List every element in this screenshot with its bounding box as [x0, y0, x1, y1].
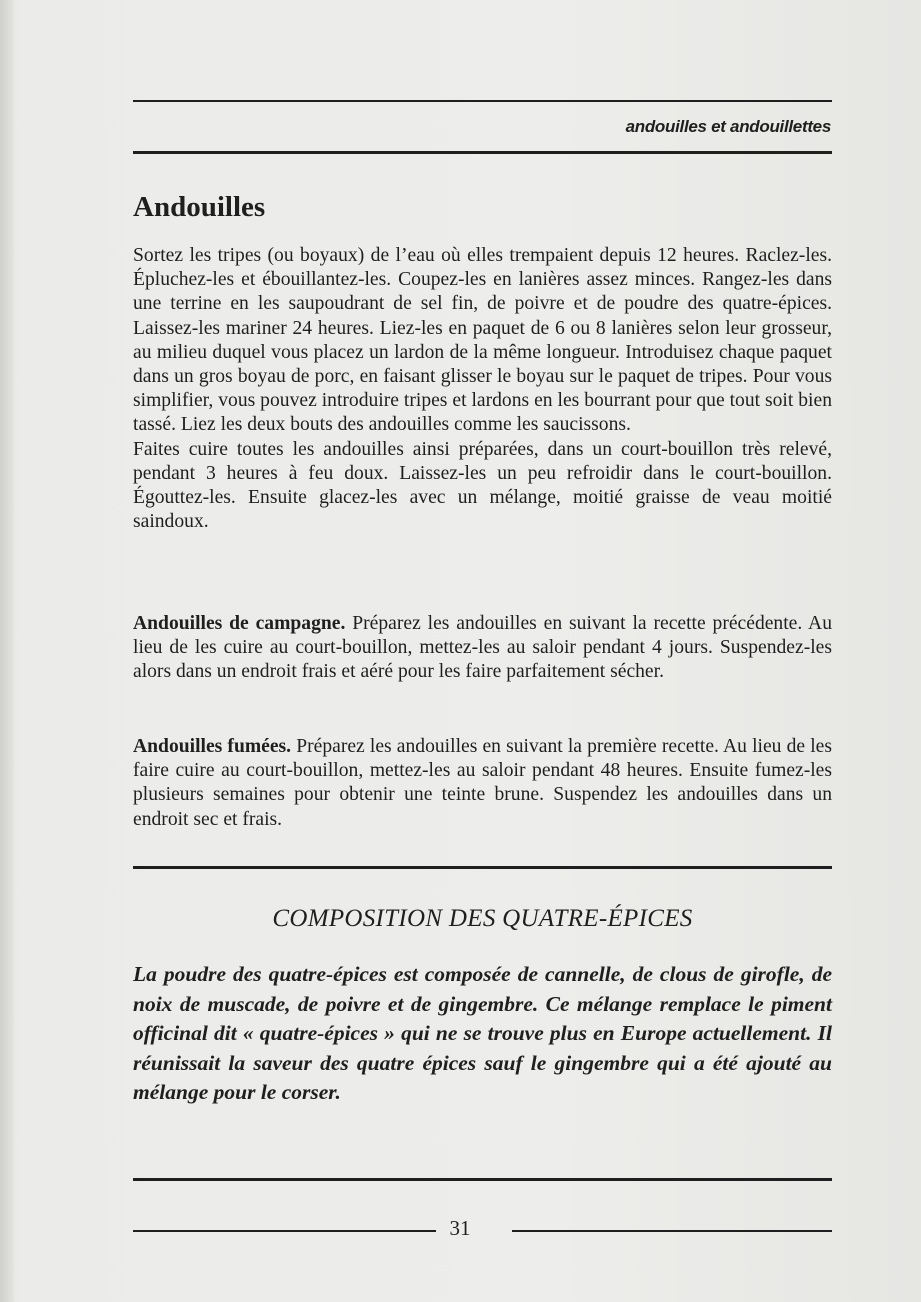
footer-rule-left	[133, 1230, 436, 1232]
fumees-section	[133, 735, 832, 832]
recipe-body	[133, 244, 832, 534]
footer-rule-right	[512, 1230, 832, 1232]
page-edge	[0, 0, 14, 1302]
header-rule-bottom	[133, 151, 832, 154]
box-rule-top	[133, 866, 832, 869]
running-title: andouilles et andouillettes	[625, 117, 831, 136]
campagne-title: Andouilles de campagne.	[133, 613, 346, 634]
intro-paragraph: Sortez les tripes (ou boyaux) de l’eau où elles trempaient depuis 12 heures. Raclez-les. Épluchez-les et ébouillantez-les. Coupez-les en lanières assez minces. Rangez-les dans une terrine en les saupoudrant de sel fin, de poivre et de poudre des quatre-épices. Laissez-les mariner 24 heures. Liez-les en paquet de 6 ou 8 lanières selon leur grosseur, au milieu duquel vous placez un lardon de la même longueur. Introduisez chaque paquet dans un gros boyau de porc, en faisant glisser le boyau sur le paquet de tripes. Pour vous simplifier, vous pouvez introduire tripes et lardons en les bourrant pour que tout soit bien tassé. Liez les deux bouts des andouilles comme les saucissons.	[133, 245, 832, 436]
box-text: La poudre des quatre-épices est composée de cannelle, de clous de girofle, de noix de muscade, de poivre et de gingembre. Ce mélange remplace le piment officinal dit « quatre-épices » qui ne se trouve plus en Europe actuellement. Il réunissait la saveur des quatre épices sauf le gingembre qui a été ajouté au mélange pour le corser.	[133, 962, 832, 1105]
page-number: 31	[449, 1216, 471, 1240]
campagne-section	[133, 612, 832, 685]
cooking-paragraph: Faites cuire toutes les andouilles ainsi préparées, dans un court-bouillon très relevé, pendant 3 heures à feu doux. Laissez-les un peu refroidir dans le court-bouillon. Égouttez-les. Ensuite glacez-les avec un mélange, moitié graisse de veau moitié saindoux.	[133, 438, 832, 533]
box-title: COMPOSITION DES QUATRE-ÉPICES	[272, 905, 693, 932]
section-title: Andouilles	[133, 191, 266, 223]
fumees-text: Préparez les andouilles en suivant la première recette. Au lieu de les faire cuire au court-bouillon, mettez-les au saloir pendant 48 heures. Ensuite fumez-les plusieurs semaines pour obtenir une teinte brune. Suspendez les andouilles dans un endroit sec et frais.	[133, 736, 832, 830]
fumees-paragraph	[133, 735, 832, 832]
campagne-text: Préparez les andouilles en suivant la recette précédente. Au lieu de les cuire au court-bouillon, mettez-les au saloir pendant 4 jours. Suspendez-les alors dans un endroit frais et aéré pour les faire parfaitement sécher.	[133, 613, 832, 683]
header-rule-top	[133, 100, 832, 102]
campagne-paragraph	[133, 612, 832, 685]
fumees-title: Andouilles fumées.	[133, 736, 292, 757]
box-rule-bottom	[133, 1178, 832, 1181]
